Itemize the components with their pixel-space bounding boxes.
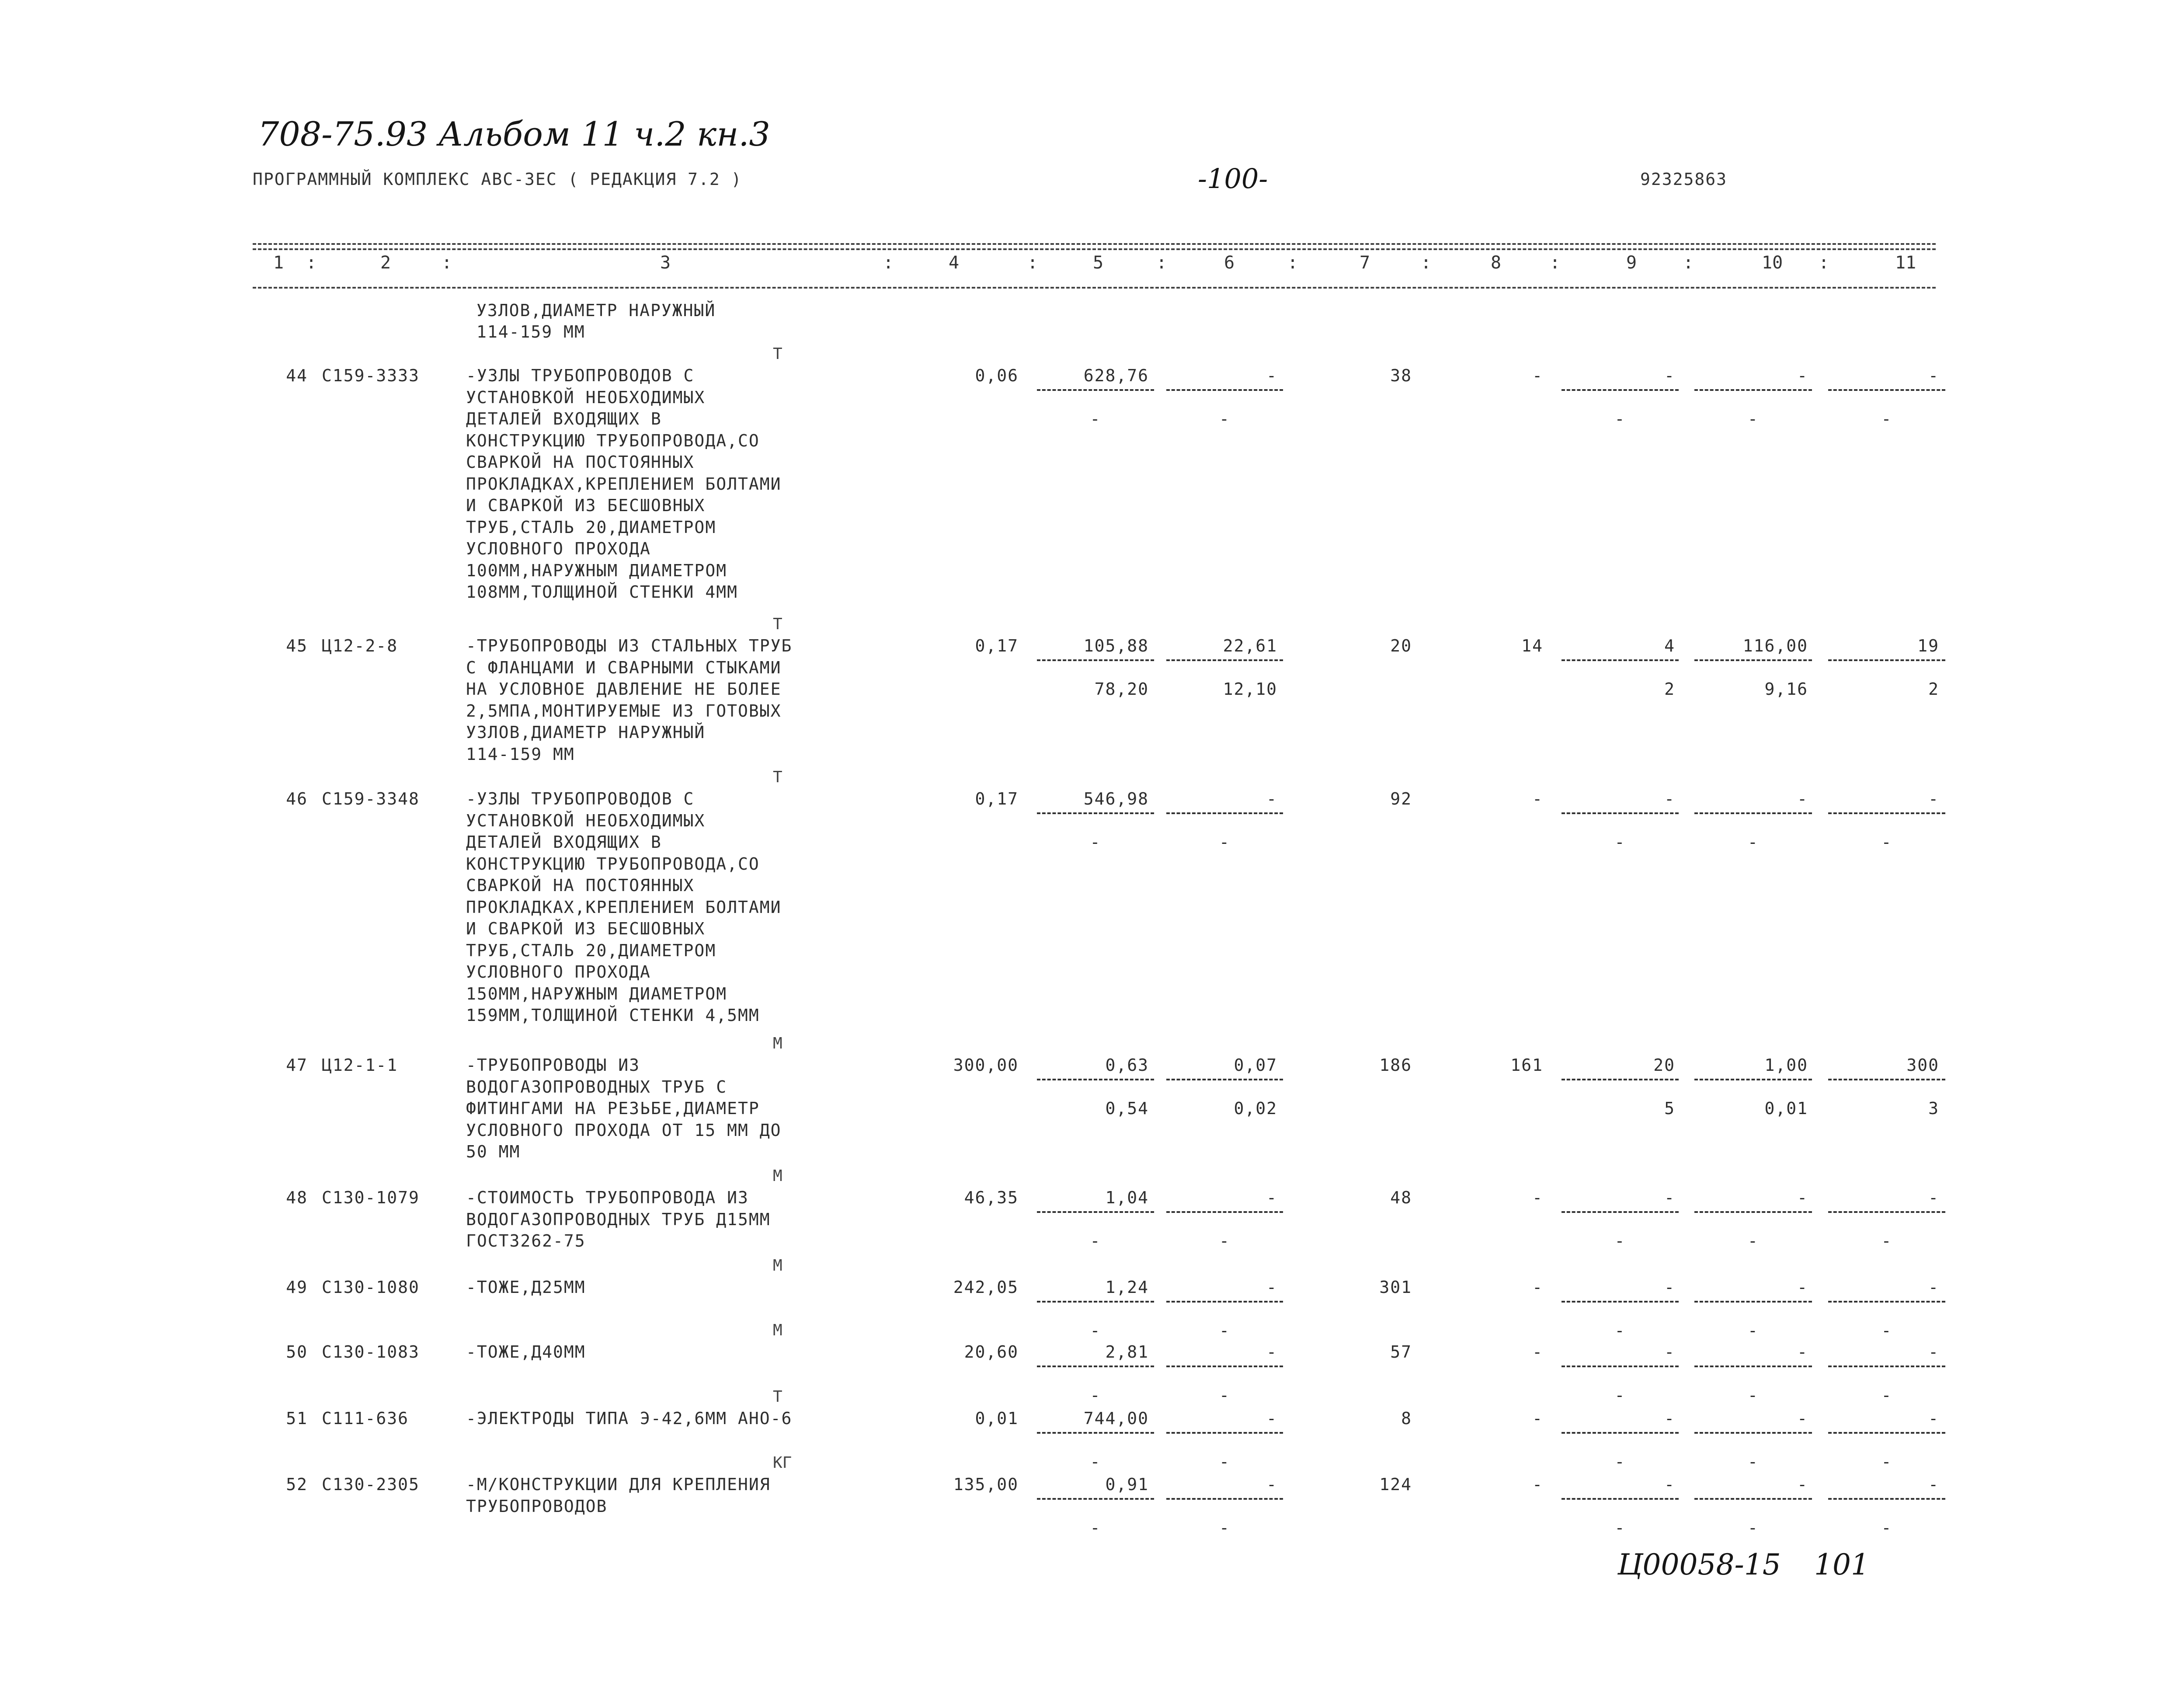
row-description-line: 150ММ,НАРУЖНЫМ ДИАМЕТРОМ [466, 984, 727, 1003]
column-separator: : [883, 253, 894, 273]
cell-c5: 1,04 [1105, 1188, 1149, 1207]
cell-divider-c11 [1828, 812, 1945, 814]
row-description-line: -ТОЖЕ,Д40ММ [466, 1342, 586, 1362]
cell-c7: 124 [1379, 1475, 1412, 1494]
cell-c11b: - [1881, 1321, 1892, 1340]
cell-divider-c10 [1694, 1432, 1812, 1434]
cell-divider-c6 [1166, 1301, 1283, 1303]
cell-c6: - [1266, 1409, 1277, 1428]
cell-divider-c10 [1694, 659, 1812, 661]
cell-divider-c10 [1694, 1366, 1812, 1367]
row-description-line: УСТАНОВКОЙ НЕОБХОДИМЫХ [466, 387, 706, 407]
cell-c6b: 0,02 [1234, 1099, 1277, 1118]
cell-c11: 300 [1906, 1056, 1939, 1075]
cell-divider-c6 [1166, 1079, 1283, 1080]
row-code: С130-1080 [322, 1278, 420, 1297]
cell-c8: - [1532, 1409, 1543, 1428]
cell-c11: - [1928, 1409, 1939, 1428]
row-unit: Т [773, 345, 782, 363]
row-description-line: КОНСТРУКЦИЮ ТРУБОПРОВОДА,СО [466, 854, 760, 874]
cell-c10: - [1797, 789, 1808, 808]
cell-divider-c5 [1037, 1211, 1154, 1213]
column-separator: : [1819, 253, 1829, 273]
cell-c10b: - [1748, 1386, 1759, 1405]
column-number: 6 [1224, 253, 1235, 273]
cell-c8: - [1532, 1188, 1543, 1207]
row-number: 52 [286, 1475, 308, 1494]
cell-c11: - [1928, 1475, 1939, 1494]
row-code: С130-1083 [322, 1342, 420, 1362]
row-code: С159-3333 [322, 366, 420, 385]
row-number: 44 [286, 366, 308, 385]
cell-c9: - [1664, 1409, 1675, 1428]
cell-divider-c6 [1166, 1432, 1283, 1434]
cell-c9: - [1664, 1475, 1675, 1494]
row-description-line: -М/КОНСТРУКЦИИ ДЛЯ КРЕПЛЕНИЯ [466, 1475, 771, 1494]
cell-c10: 1,00 [1764, 1056, 1808, 1075]
row-number: 48 [286, 1188, 308, 1207]
document-code: 92325863 [1640, 170, 1728, 189]
row-description-line: -СТОИМОСТЬ ТРУБОПРОВОДА ИЗ [466, 1188, 749, 1207]
program-line: ПРОГРАММНЫЙ КОМПЛЕКС АВС-3ЕС ( РЕДАКЦИЯ 7.2 ) [253, 170, 742, 189]
cell-c8: - [1532, 366, 1543, 385]
cell-c6b: - [1219, 1321, 1230, 1340]
cell-c5b: - [1090, 1518, 1101, 1537]
cell-c9b: - [1614, 1518, 1626, 1537]
cell-divider-c9 [1561, 1211, 1679, 1213]
cell-c9: - [1664, 1278, 1675, 1297]
row-code: С130-2305 [322, 1475, 420, 1494]
cell-divider-c9 [1561, 1366, 1679, 1367]
column-separator: : [1287, 253, 1298, 273]
cell-c11b: 3 [1928, 1099, 1939, 1118]
cell-c10b: - [1748, 1321, 1759, 1340]
cell-c11b: - [1881, 833, 1892, 852]
cell-c9: - [1664, 1188, 1675, 1207]
row-description-line: -УЗЛЫ ТРУБОПРОВОДОВ С [466, 366, 695, 385]
cell-c10b: 0,01 [1764, 1099, 1808, 1118]
cell-divider-c10 [1694, 1498, 1812, 1500]
row-number: 50 [286, 1342, 308, 1362]
column-number: 11 [1895, 253, 1916, 273]
column-separator: : [1156, 253, 1167, 273]
row-description-line: 108ММ,ТОЛЩИНОЙ СТЕНКИ 4ММ [466, 582, 738, 602]
cell-divider-c9 [1561, 1301, 1679, 1303]
header-rule-bottom [253, 287, 1936, 289]
cell-c8: - [1532, 789, 1543, 808]
row-description-line: -ТРУБОПРОВОДЫ ИЗ [466, 1056, 640, 1075]
cell-c6b: 12,10 [1223, 679, 1277, 699]
cell-c5: 744,00 [1083, 1409, 1149, 1428]
cell-divider-c6 [1166, 1211, 1283, 1213]
row-description-line: КОНСТРУКЦИЮ ТРУБОПРОВОДА,СО [466, 431, 760, 450]
cell-c9: - [1664, 1342, 1675, 1362]
cell-c4: 0,01 [975, 1409, 1019, 1428]
column-separator: : [1550, 253, 1561, 273]
cell-divider-c5 [1037, 1366, 1154, 1367]
row-description-line: УСЛОВНОГО ПРОХОДА [466, 962, 651, 982]
cell-divider-c11 [1828, 659, 1945, 661]
column-number: 5 [1093, 253, 1104, 273]
cell-c4: 300,00 [953, 1056, 1019, 1075]
cell-c4: 0,17 [975, 636, 1019, 655]
cell-divider-c5 [1037, 1079, 1154, 1080]
row-description-line: УЗЛОВ,ДИАМЕТР НАРУЖНЫЙ [466, 723, 706, 742]
carryover-line: УЗЛОВ,ДИАМЕТР НАРУЖНЫЙ [476, 301, 716, 320]
cell-divider-c10 [1694, 812, 1812, 814]
handwritten-title: 708-75.93 Альбом 11 ч.2 кн.3 [258, 115, 770, 153]
cell-divider-c11 [1828, 1079, 1945, 1080]
row-description-line: 100ММ,НАРУЖНЫМ ДИАМЕТРОМ [466, 561, 727, 580]
cell-c5b: - [1090, 1231, 1101, 1251]
row-description-line: 114-159 ММ [466, 744, 575, 764]
row-description-line: ГОСТ3262-75 [466, 1231, 586, 1251]
cell-c5b: 78,20 [1094, 679, 1149, 699]
cell-c11: - [1928, 1278, 1939, 1297]
row-description-line: И СВАРКОЙ ИЗ БЕСШОВНЫХ [466, 496, 706, 515]
cell-c11: - [1928, 1188, 1939, 1207]
cell-c11b: 2 [1928, 679, 1939, 699]
cell-c7: 186 [1379, 1056, 1412, 1075]
row-description-line: УСЛОВНОГО ПРОХОДА ОТ 15 ММ ДО [466, 1120, 782, 1140]
column-separator: : [306, 253, 317, 273]
cell-divider-c9 [1561, 1498, 1679, 1500]
cell-c10: 116,00 [1742, 636, 1808, 655]
cell-c11b: - [1881, 409, 1892, 428]
cell-c5: 0,91 [1105, 1475, 1149, 1494]
cell-c6: - [1266, 366, 1277, 385]
cell-c5b: - [1090, 409, 1101, 428]
cell-c5: 105,88 [1083, 636, 1149, 655]
cell-c8: - [1532, 1475, 1543, 1494]
cell-c9b: 5 [1664, 1099, 1675, 1118]
cell-c6b: - [1219, 833, 1230, 852]
cell-c10b: 9,16 [1764, 679, 1808, 699]
cell-c6: - [1266, 1188, 1277, 1207]
cell-c6b: - [1219, 1231, 1230, 1251]
cell-divider-c6 [1166, 389, 1283, 391]
cell-c8: 14 [1521, 636, 1543, 655]
cell-c10b: - [1748, 409, 1759, 428]
cell-c9b: 2 [1664, 679, 1675, 699]
cell-c5: 1,24 [1105, 1278, 1149, 1297]
row-description-line: ДЕТАЛЕЙ ВХОДЯЩИХ В [466, 409, 662, 428]
column-number: 9 [1626, 253, 1637, 273]
header-rule-top [253, 243, 1936, 245]
handwritten-footer-code: Ц00058-15 [1617, 1548, 1781, 1582]
cell-divider-c10 [1694, 1301, 1812, 1303]
cell-c9: 20 [1653, 1056, 1675, 1075]
cell-c7: 57 [1390, 1342, 1412, 1362]
row-unit: Т [773, 768, 782, 786]
cell-divider-c10 [1694, 1079, 1812, 1080]
cell-c9b: - [1614, 1452, 1626, 1471]
cell-c6b: - [1219, 409, 1230, 428]
row-unit: Т [773, 615, 782, 633]
column-number: 10 [1762, 253, 1783, 273]
cell-c9b: - [1614, 833, 1626, 852]
cell-divider-c11 [1828, 1366, 1945, 1367]
cell-c11: - [1928, 1342, 1939, 1362]
carryover-line: 114-159 ММ [476, 322, 585, 341]
row-code: С111-636 [322, 1409, 409, 1428]
cell-divider-c9 [1561, 1079, 1679, 1080]
cell-c4: 0,06 [975, 366, 1019, 385]
cell-c11: - [1928, 366, 1939, 385]
cell-c6: - [1266, 789, 1277, 808]
cell-c4: 135,00 [953, 1475, 1019, 1494]
cell-c11b: - [1881, 1518, 1892, 1537]
column-number: 7 [1360, 253, 1370, 273]
cell-divider-c6 [1166, 812, 1283, 814]
row-description-line: ДЕТАЛЕЙ ВХОДЯЩИХ В [466, 833, 662, 852]
row-code: С159-3348 [322, 789, 420, 808]
row-description-line: ПРОКЛАДКАХ,КРЕПЛЕНИЕМ БОЛТАМИ [466, 897, 782, 917]
cell-divider-c11 [1828, 1432, 1945, 1434]
cell-c9: - [1664, 789, 1675, 808]
cell-c10b: - [1748, 833, 1759, 852]
column-number: 1 [273, 253, 284, 273]
cell-c6: 0,07 [1234, 1056, 1277, 1075]
row-unit: КГ [773, 1454, 792, 1472]
row-description-line: 2,5МПА,МОНТИРУЕМЫЕ ИЗ ГОТОВЫХ [466, 701, 782, 721]
row-unit: М [773, 1035, 782, 1052]
row-unit: М [773, 1321, 782, 1339]
column-number: 2 [380, 253, 391, 273]
row-code: Ц12-1-1 [322, 1056, 398, 1075]
cell-divider-c6 [1166, 659, 1283, 661]
column-separator: : [1421, 253, 1432, 273]
cell-c6: - [1266, 1342, 1277, 1362]
column-number: 3 [660, 253, 671, 273]
row-unit: М [773, 1257, 782, 1275]
row-description-line: 159ММ,ТОЛЩИНОЙ СТЕНКИ 4,5ММ [466, 1006, 760, 1025]
cell-c10b: - [1748, 1452, 1759, 1471]
row-number: 45 [286, 636, 308, 655]
column-separator: : [1027, 253, 1038, 273]
cell-c10: - [1797, 1342, 1808, 1362]
row-description-line: ТРУБ,СТАЛЬ 20,ДИАМЕТРОМ [466, 941, 716, 960]
cell-c6: - [1266, 1278, 1277, 1297]
row-code: С130-1079 [322, 1188, 420, 1207]
cell-c10b: - [1748, 1518, 1759, 1537]
cell-c4: 242,05 [953, 1278, 1019, 1297]
cell-c5: 0,63 [1105, 1056, 1149, 1075]
cell-c10: - [1797, 1188, 1808, 1207]
row-description-line: -ТРУБОПРОВОДЫ ИЗ СТАЛЬНЫХ ТРУБ [466, 636, 793, 655]
cell-c6b: - [1219, 1386, 1230, 1405]
row-description-line: И СВАРКОЙ ИЗ БЕСШОВНЫХ [466, 919, 706, 938]
cell-c6b: - [1219, 1518, 1230, 1537]
cell-divider-c10 [1694, 1211, 1812, 1213]
cell-divider-c5 [1037, 1432, 1154, 1434]
row-description-line: ФИТИНГАМИ НА РЕЗЬБЕ,ДИАМЕТР [466, 1099, 760, 1118]
cell-c5: 628,76 [1083, 366, 1149, 385]
cell-c5b: - [1090, 1452, 1101, 1471]
row-description-line: -ЭЛЕКТРОДЫ ТИПА Э-42,6ММ АНО-6 [466, 1409, 793, 1428]
cell-c10: - [1797, 1278, 1808, 1297]
cell-c9b: - [1614, 1386, 1626, 1405]
row-number: 46 [286, 789, 308, 808]
cell-divider-c9 [1561, 1432, 1679, 1434]
cell-c5b: 0,54 [1105, 1099, 1149, 1118]
row-number: 47 [286, 1056, 308, 1075]
cell-divider-c5 [1037, 389, 1154, 391]
cell-c10: - [1797, 366, 1808, 385]
cell-divider-c5 [1037, 1301, 1154, 1303]
column-separator: : [442, 253, 452, 273]
cell-c9b: - [1614, 1231, 1626, 1251]
cell-divider-c11 [1828, 389, 1945, 391]
row-description-line: УСТАНОВКОЙ НЕОБХОДИМЫХ [466, 811, 706, 830]
cell-divider-c9 [1561, 812, 1679, 814]
cell-c11: - [1928, 789, 1939, 808]
cell-c8: - [1532, 1342, 1543, 1362]
row-unit: М [773, 1167, 782, 1185]
cell-c4: 0,17 [975, 789, 1019, 808]
cell-c9: - [1664, 366, 1675, 385]
row-number: 49 [286, 1278, 308, 1297]
cell-divider-c6 [1166, 1366, 1283, 1367]
row-unit: Т [773, 1388, 782, 1406]
row-description-line: -ТОЖЕ,Д25ММ [466, 1278, 586, 1297]
cell-c7: 38 [1390, 366, 1412, 385]
column-number: 8 [1491, 253, 1502, 273]
row-description-line: УСЛОВНОГО ПРОХОДА [466, 539, 651, 558]
cell-divider-c5 [1037, 1498, 1154, 1500]
cell-c5: 2,81 [1105, 1342, 1149, 1362]
cell-c10b: - [1748, 1231, 1759, 1251]
cell-c6: - [1266, 1475, 1277, 1494]
header-rule-top-2 [253, 248, 1936, 250]
row-number: 51 [286, 1409, 308, 1428]
cell-c11b: - [1881, 1452, 1892, 1471]
cell-c7: 8 [1401, 1409, 1412, 1428]
row-description-line: ВОДОГАЗОПРОВОДНЫХ ТРУБ С [466, 1077, 727, 1097]
cell-c7: 20 [1390, 636, 1412, 655]
handwritten-footer-page: 101 [1814, 1548, 1869, 1582]
cell-c5b: - [1090, 1386, 1101, 1405]
row-description-line: ПРОКЛАДКАХ,КРЕПЛЕНИЕМ БОЛТАМИ [466, 474, 782, 494]
cell-divider-c11 [1828, 1211, 1945, 1213]
row-description-line: НА УСЛОВНОЕ ДАВЛЕНИЕ НЕ БОЛЕЕ [466, 679, 782, 699]
page-number: -100- [1198, 163, 1268, 195]
cell-c11b: - [1881, 1386, 1892, 1405]
column-number: 4 [949, 253, 960, 273]
cell-c9: 4 [1664, 636, 1675, 655]
row-code: Ц12-2-8 [322, 636, 398, 655]
cell-divider-c11 [1828, 1301, 1945, 1303]
row-description-line: ВОДОГАЗОПРОВОДНЫХ ТРУБ Д15ММ [466, 1209, 771, 1229]
cell-c9b: - [1614, 1321, 1626, 1340]
row-description-line: ТРУБ,СТАЛЬ 20,ДИАМЕТРОМ [466, 517, 716, 537]
row-description-line: 50 ММ [466, 1142, 521, 1161]
cell-c8: - [1532, 1278, 1543, 1297]
cell-divider-c5 [1037, 659, 1154, 661]
row-description-line: С ФЛАНЦАМИ И СВАРНЫМИ СТЫКАМИ [466, 658, 782, 677]
cell-c8: 161 [1510, 1056, 1543, 1075]
cell-divider-c9 [1561, 389, 1679, 391]
row-description-line: СВАРКОЙ НА ПОСТОЯННЫХ [466, 453, 695, 472]
cell-divider-c5 [1037, 812, 1154, 814]
cell-c6: 22,61 [1223, 636, 1277, 655]
cell-c10: - [1797, 1409, 1808, 1428]
cell-c4: 20,60 [964, 1342, 1019, 1362]
cell-c7: 92 [1390, 789, 1412, 808]
row-description-line: -УЗЛЫ ТРУБОПРОВОДОВ С [466, 789, 695, 808]
cell-divider-c9 [1561, 659, 1679, 661]
cell-c7: 301 [1379, 1278, 1412, 1297]
cell-c11: 19 [1917, 636, 1939, 655]
cell-divider-c10 [1694, 389, 1812, 391]
cell-c5b: - [1090, 1321, 1101, 1340]
cell-c9b: - [1614, 409, 1626, 428]
cell-c5: 546,98 [1083, 789, 1149, 808]
cell-divider-c11 [1828, 1498, 1945, 1500]
cell-c10: - [1797, 1475, 1808, 1494]
row-description-line: СВАРКОЙ НА ПОСТОЯННЫХ [466, 876, 695, 895]
column-separator: : [1683, 253, 1694, 273]
cell-c5b: - [1090, 833, 1101, 852]
cell-c7: 48 [1390, 1188, 1412, 1207]
cell-c6b: - [1219, 1452, 1230, 1471]
cell-c4: 46,35 [964, 1188, 1019, 1207]
row-description-line: ТРУБОПРОВОДОВ [466, 1496, 608, 1516]
cell-divider-c6 [1166, 1498, 1283, 1500]
cell-c11b: - [1881, 1231, 1892, 1251]
